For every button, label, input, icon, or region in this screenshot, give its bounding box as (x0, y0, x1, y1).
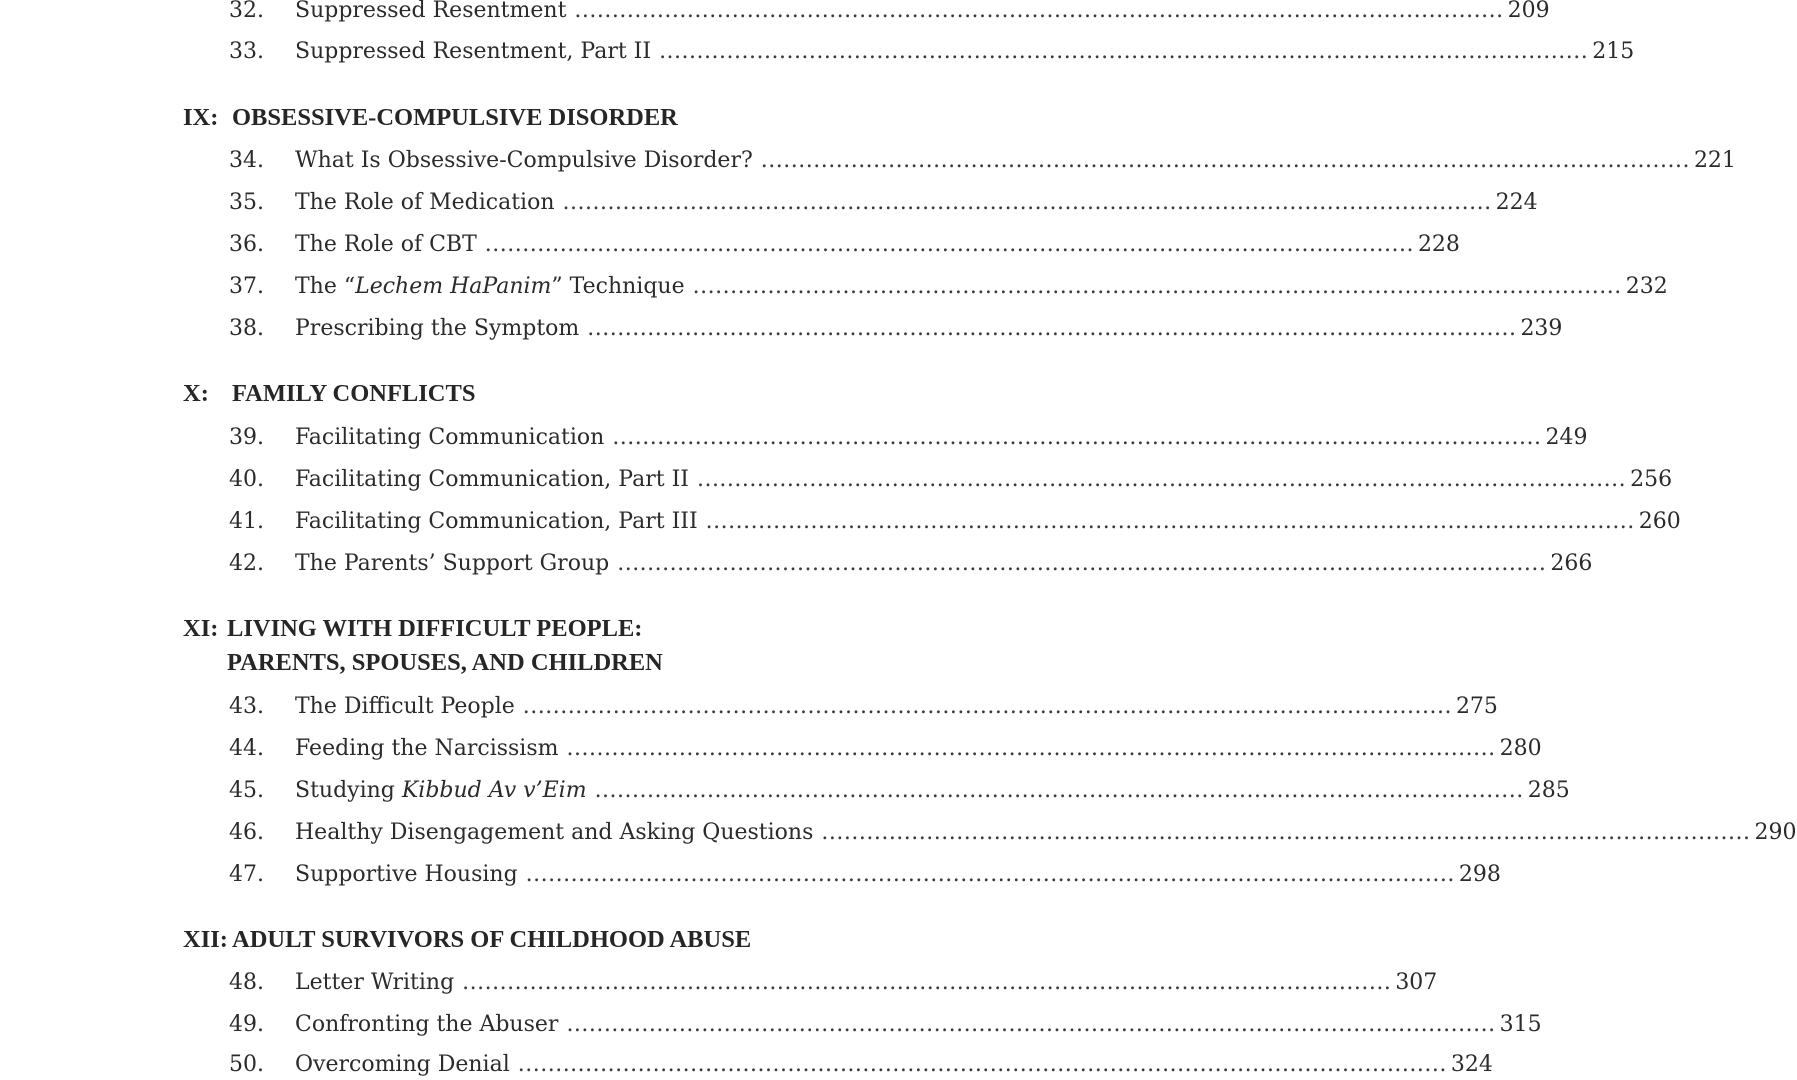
toc-entry-38[interactable] (0, 314, 1563, 344)
dot-leader: ............................................................................................................................ (821, 820, 1751, 845)
part-title: ADULT SURVIVORS OF CHILDHOOD ABUSE (232, 926, 752, 953)
part-numeral: XI: (183, 615, 219, 642)
chapter-number: 32. (229, 0, 264, 23)
dot-leader: ............................................................................................................................ (659, 39, 1589, 64)
dot-leader: ............................................................................................................................ (517, 1052, 1447, 1077)
page-number: 228 (1417, 232, 1460, 257)
chapter-title: Facilitating Communication, Part II (295, 467, 689, 492)
page-number: 232 (1625, 274, 1668, 299)
part-numeral: IX: (183, 104, 219, 131)
chapter-number: 42. (229, 551, 264, 576)
page-number: 324 (1450, 1052, 1493, 1077)
dot-leader: ............................................................................................................................ (612, 425, 1542, 450)
dot-leader: ............................................................................................................................ (484, 232, 1414, 257)
toc-entry-33[interactable] (0, 37, 1635, 67)
dot-leader: ............................................................................................................................ (696, 467, 1627, 492)
dot-leader: ............................................................................................................................ (692, 274, 1622, 299)
page-number: 239 (1520, 316, 1563, 341)
toc-entry-45[interactable] (0, 776, 1570, 806)
chapter-title: Letter Writing (295, 970, 455, 995)
chapter-title-suffix: ” Technique (551, 274, 685, 299)
dot-leader: ............................................................................................................................ (587, 316, 1517, 341)
page-number: 221 (1693, 148, 1736, 173)
chapter-title: What Is Obsessive-Compulsive Disorder? (295, 148, 753, 173)
toc-entry-36[interactable] (0, 230, 1460, 260)
chapter-number: 35. (229, 190, 264, 215)
chapter-title: Feeding the Narcissism (295, 736, 559, 761)
toc-entry-35[interactable] (0, 188, 1538, 218)
chapter-title-prefix: Studying (295, 778, 402, 803)
page-number: 290 (1754, 820, 1797, 845)
toc-entry-46[interactable] (0, 818, 1797, 848)
part-title: FAMILY CONFLICTS (232, 380, 476, 407)
dot-leader: ............................................................................................................................ (566, 1012, 1496, 1037)
chapter-number: 45. (229, 778, 264, 803)
part-numeral: XII: (183, 926, 228, 953)
toc-entry-32[interactable] (0, 0, 1550, 26)
chapter-title: The Parents’ Support Group (295, 551, 610, 576)
chapter-number: 38. (229, 316, 264, 341)
page-number: 285 (1527, 778, 1570, 803)
chapter-number: 47. (229, 862, 264, 887)
toc-entry-44[interactable] (0, 734, 1542, 764)
page-number: 307 (1395, 970, 1438, 995)
page-number: 266 (1550, 551, 1593, 576)
chapter-title: Prescribing the Symptom (295, 316, 580, 341)
page-number: 256 (1630, 467, 1673, 492)
chapter-title: Facilitating Communication, Part III (295, 509, 698, 534)
page-number: 215 (1592, 39, 1635, 64)
part-title (227, 612, 663, 680)
dot-leader: ............................................................................................................................ (574, 0, 1504, 23)
toc-entry-43[interactable] (0, 692, 1498, 722)
chapter-title (295, 776, 587, 806)
chapter-title-prefix: The “ (295, 274, 356, 299)
part-title-line-1: LIVING WITH DIFFICULT PEOPLE: (227, 615, 643, 642)
chapter-title: Confronting the Abuser (295, 1012, 559, 1037)
toc-entry-42[interactable] (0, 549, 1593, 579)
dot-leader: ............................................................................................................................ (617, 551, 1547, 576)
toc-entry-37[interactable] (0, 272, 1668, 302)
chapter-title: Healthy Disengagement and Asking Questions (295, 820, 814, 845)
chapter-title: Facilitating Communication (295, 425, 605, 450)
toc-entry-50[interactable] (0, 1050, 1493, 1080)
page-number: 315 (1499, 1012, 1542, 1037)
chapter-number: 40. (229, 467, 264, 492)
chapter-number: 50. (229, 1052, 264, 1077)
chapter-title-italic: Lechem HaPanim (355, 274, 552, 299)
toc-entry-47[interactable] (0, 860, 1501, 890)
chapter-title: Suppressed Resentment, Part II (295, 39, 652, 64)
toc-entry-40[interactable] (0, 465, 1673, 495)
chapter-title: The Difficult People (295, 694, 515, 719)
chapter-number: 34. (229, 148, 264, 173)
dot-leader: ............................................................................................................................ (566, 736, 1496, 761)
chapter-number: 44. (229, 736, 264, 761)
dot-leader: ............................................................................................................................ (760, 148, 1690, 173)
dot-leader: ............................................................................................................................ (705, 509, 1635, 534)
chapter-title: Supportive Housing (295, 862, 518, 887)
chapter-number: 33. (229, 39, 264, 64)
toc-entry-41[interactable] (0, 507, 1681, 537)
chapter-title: The Role of Medication (295, 190, 555, 215)
chapter-number: 39. (229, 425, 264, 450)
dot-leader: ............................................................................................................................ (594, 778, 1524, 803)
chapter-title: The Role of CBT (295, 232, 477, 257)
chapter-number: 46. (229, 820, 264, 845)
dot-leader: ............................................................................................................................ (562, 190, 1492, 215)
chapter-title-italic: Kibbud Av v’Eim (401, 778, 587, 803)
chapter-title: Overcoming Denial (295, 1052, 510, 1077)
page-number: 249 (1545, 425, 1588, 450)
part-title: OBSESSIVE-COMPULSIVE DISORDER (232, 104, 678, 131)
part-numeral: X: (183, 380, 209, 407)
page-number: 224 (1495, 190, 1538, 215)
chapter-number: 36. (229, 232, 264, 257)
chapter-number: 43. (229, 694, 264, 719)
toc-entry-48[interactable] (0, 968, 1438, 998)
chapter-number: 37. (229, 274, 264, 299)
page-number: 298 (1458, 862, 1501, 887)
dot-leader: ............................................................................................................................ (522, 694, 1452, 719)
chapter-number: 41. (229, 509, 264, 534)
page-number: 209 (1507, 0, 1550, 23)
toc-entry-49[interactable] (0, 1010, 1542, 1040)
chapter-title (295, 272, 685, 302)
part-title-line-2: PARENTS, SPOUSES, AND CHILDREN (227, 649, 663, 676)
page-number: 275 (1455, 694, 1498, 719)
dot-leader: ............................................................................................................................ (525, 862, 1455, 887)
toc-entry-39[interactable] (0, 423, 1588, 453)
chapter-title: Suppressed Resentment (295, 0, 567, 23)
chapter-number: 49. (229, 1012, 264, 1037)
chapter-number: 48. (229, 970, 264, 995)
page-number: 280 (1499, 736, 1542, 761)
dot-leader: ............................................................................................................................ (462, 970, 1392, 995)
toc-entry-34[interactable] (0, 146, 1736, 176)
page-number: 260 (1638, 509, 1681, 534)
